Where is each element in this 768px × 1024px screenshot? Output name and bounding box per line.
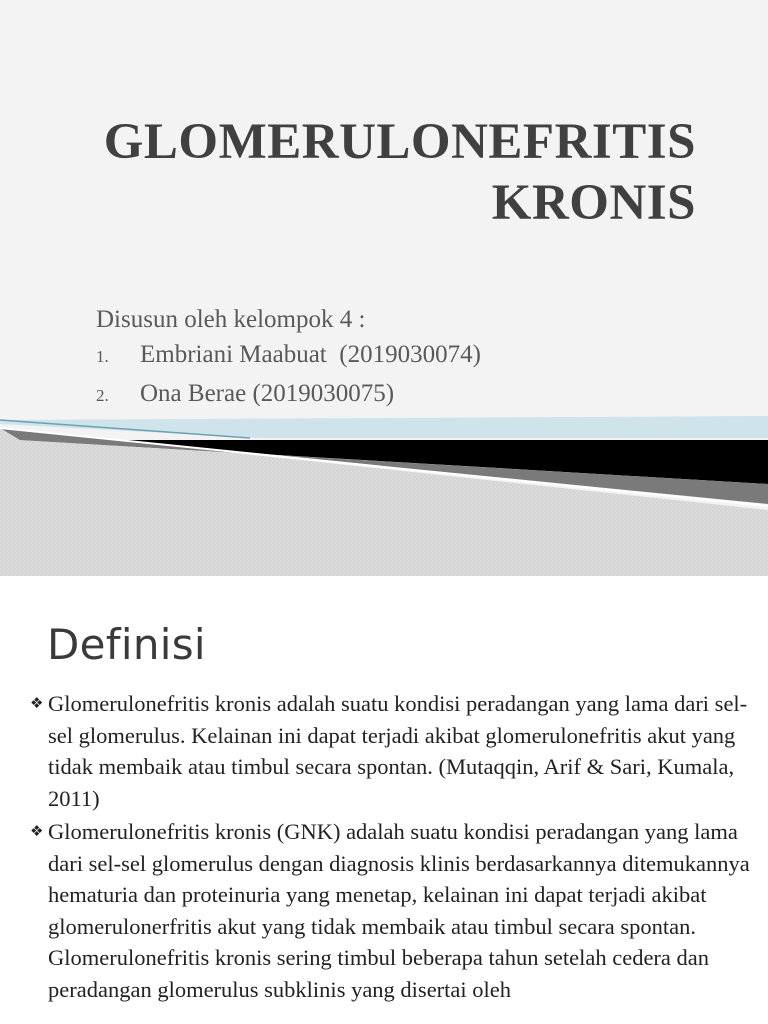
- light-blue-band: [0, 416, 768, 438]
- author-intro: Disusun oleh kelompok 4 :: [96, 306, 366, 333]
- slide-title: [36, 112, 696, 234]
- author-name: Ona Berae (2019030075): [140, 380, 395, 407]
- author-number: 2.: [96, 386, 109, 405]
- title-line-2: KRONIS: [491, 175, 696, 231]
- definition-item: [30, 688, 755, 814]
- author-number: 1.: [96, 347, 109, 366]
- author-item: [96, 341, 696, 380]
- author-name: Embriani Maabuat (2019030074): [140, 341, 481, 368]
- title-line-1: GLOMERULONEFRITIS: [103, 114, 696, 170]
- definition-list: [30, 688, 755, 1007]
- diamond-bullet-icon: ❖: [30, 694, 44, 712]
- definition-text: Glomerulonefritis kronis adalah suatu kondisi peradangan yang lama dari sel-sel glomerulus. Kelainan ini dapat terjadi akibat glomerulonefritis akut yang tidak membaik atau timbul secara spontan. (Mutaqqin, Arif & Sari, Kumala, 2011): [48, 691, 748, 811]
- diamond-bullet-icon: ❖: [30, 822, 44, 840]
- definition-text: Glomerulonefritis kronis (GNK) adalah suatu kondisi peradangan yang lama dari sel-sel glomerulus dengan diagnosis klinis berdasarkannya ditemukannya hematuria dan proteinuria yang menetap, kelainan ini dapat terjadi akibat glomerulonerfritis akut yang tidak membaik atau timbul secara spontan. Glomerulonefritis kronis sering timbul beberapa tahun setelah cedera dan peradangan glomerulus subklinis yang disertai oleh: [48, 819, 750, 1002]
- definition-slide: [0, 576, 768, 1024]
- definition-item: [30, 816, 755, 1005]
- decorative-stripes: [0, 400, 768, 576]
- section-heading: Definisi: [47, 620, 206, 669]
